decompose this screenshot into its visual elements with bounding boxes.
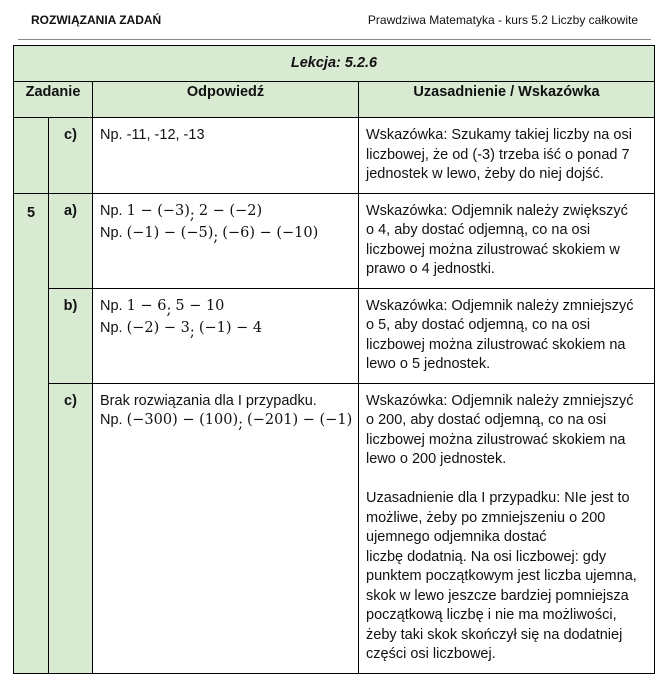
column-header-task: Zadanie [14,82,93,118]
hint-line: liczbowej można zilustrować skokiem na [366,431,626,448]
answer-line: Np. (−1) − (−5); (−6) − (−10) [100,225,319,245]
answer-line: Np. (−300) − (100); (−201) − (−1) [100,412,353,432]
answer-prefix: Np. [100,297,123,314]
hint-line: lewo o 5 jednostek. [366,356,491,372]
hint-cell [359,118,655,194]
answer-prefix: Np. [100,127,123,143]
hint-line: jednostek w lewo, żeby do niej dojść. [366,166,604,182]
hint-cell [359,288,655,383]
table-row [14,193,655,288]
answer-cell [93,193,359,288]
math-expression: 5 − 10 [175,297,225,314]
math-expression: (−1) − 4 [198,320,263,336]
header-divider [18,39,651,40]
justification-line: skok w lewo jeszcze bardziej pomniejsza [366,587,629,604]
hint-line: Wskazówka: Odjemnik należy zmniejszyć [366,392,634,409]
hint-line: Wskazówka: Odjemnik należy zwiększyć [366,202,628,219]
hint-cell [359,383,655,673]
header-course-title: Prawdziwa Matematyka - kurs 5.2 Liczby całkowite [367,13,638,27]
answer-line: Np. 1 − 6; 5 − 10 [100,297,225,318]
hint-line: o 4, aby dostać odjemną, co na osi [366,222,591,238]
justification-line: części osi liczbowej. [366,646,496,662]
justification-line: liczbę dodatnią. Na osi liczbowej: gdy [366,548,607,565]
subtask-label: a) [49,193,93,288]
hint-line: liczbowej, że od (-3) trzeba iść o ponad 7 [366,146,630,163]
answer-cell [93,288,359,383]
task-number: 5 [14,193,49,673]
header-left-title: ROZWIĄZANIA ZADAŃ [31,13,162,27]
table-row [14,383,655,673]
hint-line: liczbowej można zilustrować skokiem w [366,241,620,258]
subtask-label: b) [49,288,93,383]
lesson-title: Lekcja: 5.2.6 [14,46,655,82]
hint-line: o 200, aby dostać odjemną, co na osi [366,412,607,428]
math-expression: 2 − (−2) [198,202,263,219]
math-expression: (−300) − (100) [126,412,239,428]
hint-line: Wskazówka: Odjemnik należy zmniejszyć [366,297,634,314]
answer-prefix: Np. [100,202,123,219]
column-header-answer: Odpowiedź [93,82,359,118]
math-expression: (−201) − (−1) [247,412,353,428]
table-row [14,288,655,383]
column-header-hint: Uzasadnienie / Wskazówka [359,82,655,118]
solutions-table [13,45,655,674]
justification-line: punktem początkowym jest liczba ujemna, [366,568,637,584]
subtask-label: c) [49,118,93,194]
answer-note: Brak rozwiązania dla I przypadku. [100,392,317,409]
subtask-label: c) [49,383,93,673]
answer-prefix: Np. [100,225,123,241]
math-expression: (−6) − (−10) [222,225,319,241]
answer-prefix: Np. [100,320,123,336]
answer-line: Np. 1 − (−3); 2 − (−2) [100,202,263,223]
justification-line: ujemnego odjemnika dostać [366,529,547,545]
answer-cell [93,118,359,194]
answer-prefix: Np. [100,412,123,428]
hint-line: lewo o 200 jednostek. [366,451,507,467]
table-row [14,118,655,194]
answer-text: -11, -12, -13 [126,127,205,143]
answer-line: Np. (−2) − 3; (−1) − 4 [100,320,263,340]
hint-line: o 5, aby dostać odjemną, co na osi [366,317,591,333]
hint-line: prawo o 4 jednostki. [366,261,495,277]
math-expression: (−1) − (−5) [126,225,214,241]
task-number-cell-empty [14,118,49,194]
justification-line: Uzasadnienie dla I przypadku: NIe jest to [366,490,630,506]
answer-cell [93,383,359,673]
math-expression: 1 − (−3) [126,202,190,219]
math-expression: (−2) − 3 [126,320,190,336]
justification-line: żeby taki skok skończył się na dodatniej [366,626,623,643]
math-expression: 1 − 6 [126,297,167,314]
hint-line: Wskazówka: Szukamy takiej liczby na osi [366,127,632,143]
justification-line: początkową liczbę i nie ma możliwości, [366,607,617,623]
justification-line: możliwe, żeby po zmniejszeniu o 200 [366,509,606,526]
hint-line: liczbowej można zilustrować skokiem na [366,336,626,353]
hint-cell [359,193,655,288]
